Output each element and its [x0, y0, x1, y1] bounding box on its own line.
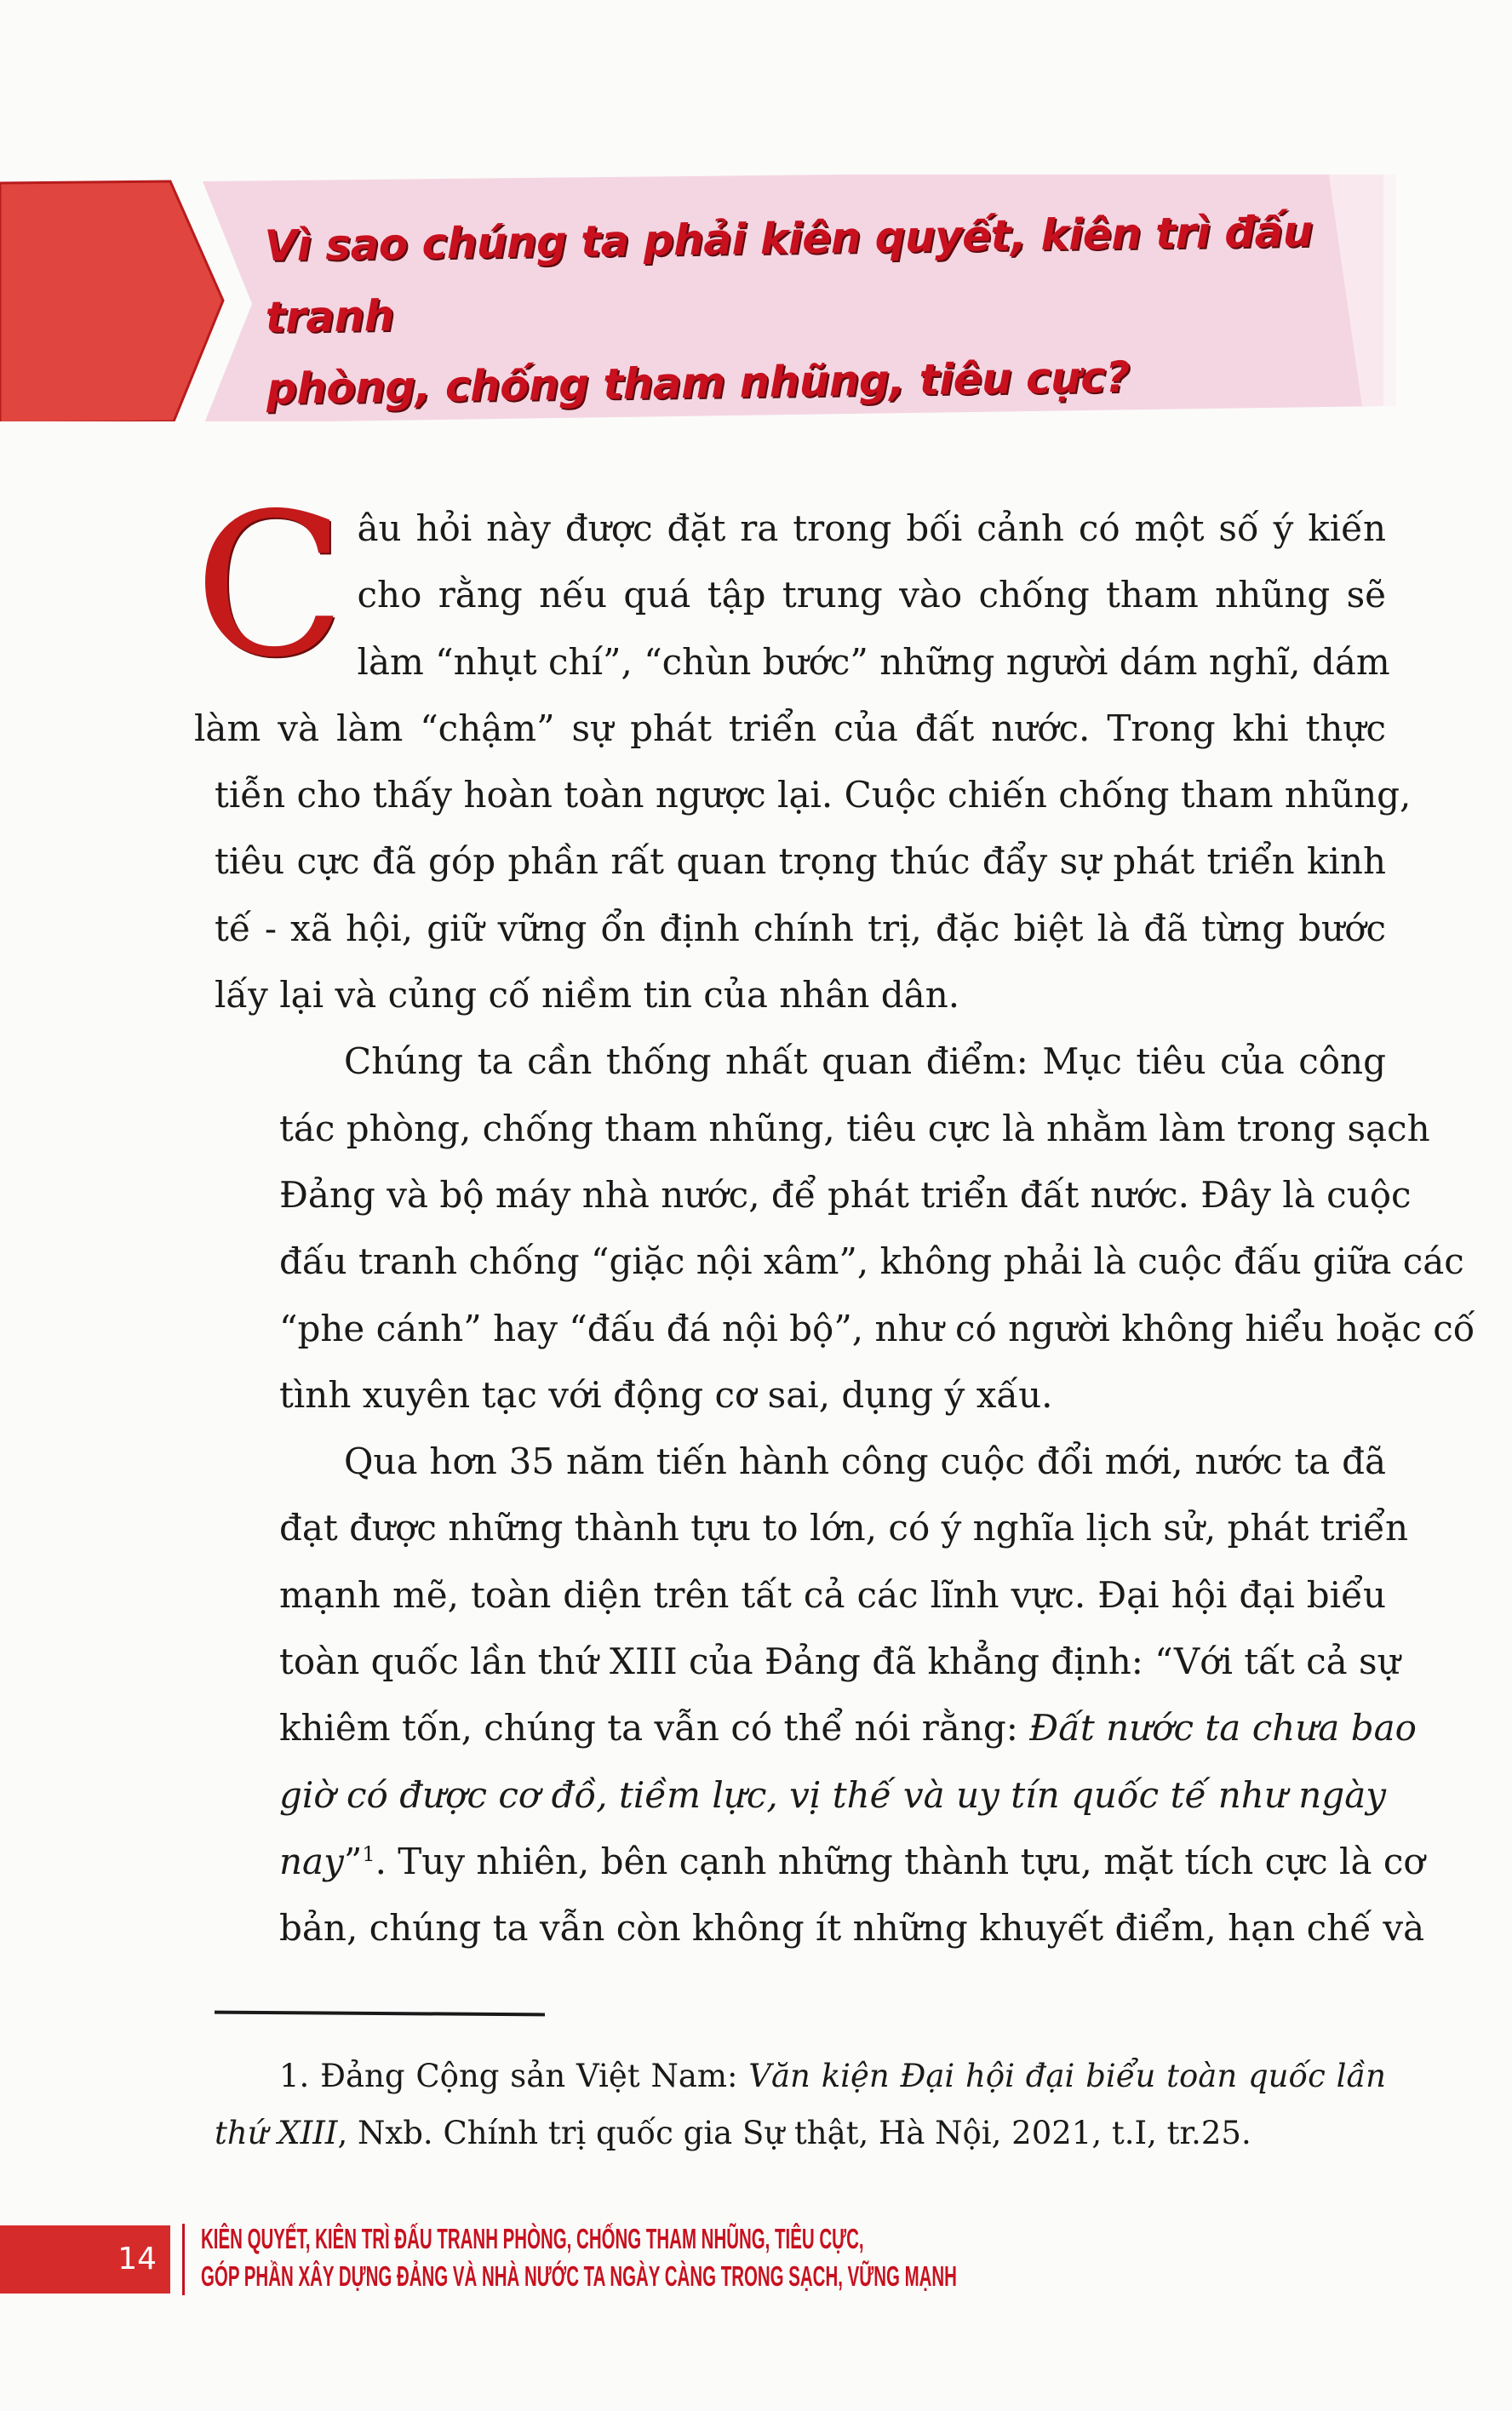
chapter-question-banner — [0, 175, 1512, 421]
footnote-line — [215, 2105, 1386, 2162]
running-title-line-2: GÓP PHẦN XÂY DỰNG ĐẢNG VÀ NHÀ NƯỚC TA NGÀY CÀNG TRONG SẠCH, VỮNG MẠNH — [201, 2260, 957, 2292]
text-line — [215, 1829, 1425, 1895]
page-number: 14 — [117, 2242, 157, 2276]
quote-italic-line: giờ có được cơ đồ, tiềm lực, vị thế và uy tín quốc tế như ngày — [279, 1773, 1386, 1816]
text-run: . Tuy nhiên, bên cạnh những thành tựu, mặt tích cực là cơ — [375, 1840, 1425, 1882]
footnote-title: Văn kiện Đại hội đại biểu toàn quốc lần — [748, 2058, 1386, 2094]
text-line: “phe cánh” hay “đấu đá nội bộ”, như có người không hiểu hoặc cố — [279, 1307, 1475, 1349]
text-line: tình xuyên tạc với động cơ sai, dụng ý xấu. — [279, 1373, 1053, 1416]
text-line: làm và làm “chậm” sự phát triển của đất nước. Trong khi thực — [194, 707, 1386, 749]
closing-quote: ” — [343, 1840, 363, 1882]
text-line: Đảng và bộ máy nhà nước, để phát triển đất nước. Đây là cuộc — [279, 1173, 1412, 1216]
text-line: đấu tranh chống “giặc nội xâm”, không phải là cuộc đấu giữa các — [279, 1240, 1464, 1283]
footnote-publisher: , Nxb. Chính trị quốc gia Sự thật, Hà Nội, 2021, t.I, tr.25. — [337, 2115, 1251, 2151]
text-line: Chúng ta cần thống nhất quan điểm: Mục tiêu của công — [344, 1040, 1386, 1083]
text-line: tác phòng, chống tham nhũng, tiêu cực là nhằm làm trong sạch — [279, 1107, 1430, 1149]
text-line: lấy lại và củng cố niềm tin của nhân dân. — [215, 974, 960, 1017]
text-line: bản, chúng ta vẫn còn không ít những khuyết điểm, hạn chế và — [279, 1907, 1425, 1950]
red-arrow-block — [0, 181, 223, 421]
paragraph-2 — [215, 1028, 1475, 1429]
text-line: cho rằng nếu quá tập trung vào chống tham nhũng sẽ — [357, 574, 1386, 616]
text-line — [215, 1695, 1417, 1761]
text-line: tiễn cho thấy hoàn toàn ngược lại. Cuộc chiến chống tham nhũng, — [215, 774, 1412, 816]
question-title — [264, 195, 1373, 425]
footnote-separator — [215, 2011, 545, 2017]
running-title — [201, 2220, 1309, 2295]
text-line: đạt được những thành tựu to lớn, có ý nghĩa lịch sử, phát triển — [279, 1507, 1409, 1549]
footnote-marker[interactable]: 1 — [362, 1841, 375, 1866]
footnote-line — [215, 2047, 1386, 2105]
paragraph-1 — [194, 471, 1412, 1028]
footer-divider — [182, 2224, 185, 2295]
question-title-line-1: Vì sao chúng ta phải kiên quyết, kiên trì đấu tranh — [264, 206, 1314, 342]
text-line: làm “nhụt chí”, “chùn bước” những người dám nghĩ, dám — [357, 640, 1390, 683]
running-title-line-1: KIÊN QUYẾT, KIÊN TRÌ ĐẤU TRANH PHÒNG, CHỐNG THAM NHŨNG, TIÊU CỰC, — [201, 2223, 864, 2254]
footnote-title: thứ XIII — [215, 2115, 338, 2151]
footnote-author: Đảng Cộng sản Việt Nam: — [320, 2058, 749, 2094]
quote-italic-run: nay — [279, 1840, 344, 1882]
text-line: toàn quốc lần thứ XIII của Đảng đã khẳng định: “Với tất cả sự — [279, 1641, 1400, 1683]
footnote-number: 1. — [279, 2058, 321, 2094]
paragraph-3 — [215, 1429, 1425, 1961]
page-footer — [0, 2220, 1512, 2305]
quote-italic-run: Đất nước ta chưa bao — [1029, 1707, 1417, 1750]
text-line: Qua hơn 35 năm tiến hành công cuộc đổi mới, nước ta đã — [344, 1440, 1386, 1483]
drop-cap: C — [194, 471, 346, 701]
text-line: tiêu cực đã góp phần rất quan trọng thúc đẩy sự phát triển kinh — [215, 840, 1386, 883]
text-line: mạnh mẽ, toàn diện trên tất cả các lĩnh vực. Đại hội đại biểu — [279, 1573, 1386, 1616]
text-line: tế - xã hội, giữ vững ổn định chính trị, đặc biệt là đã từng bước — [215, 907, 1386, 949]
body-text — [194, 471, 1475, 1962]
text-run: khiêm tốn, chúng ta vẫn có thể nói rằng: — [279, 1707, 1030, 1750]
footnote — [215, 2047, 1386, 2162]
question-title-line-2: phòng, chống tham nhũng, tiêu cực? — [266, 352, 1131, 414]
text-line: âu hỏi này được đặt ra trong bối cảnh có một số ý kiến — [357, 507, 1386, 549]
page-number-box — [0, 2225, 170, 2294]
